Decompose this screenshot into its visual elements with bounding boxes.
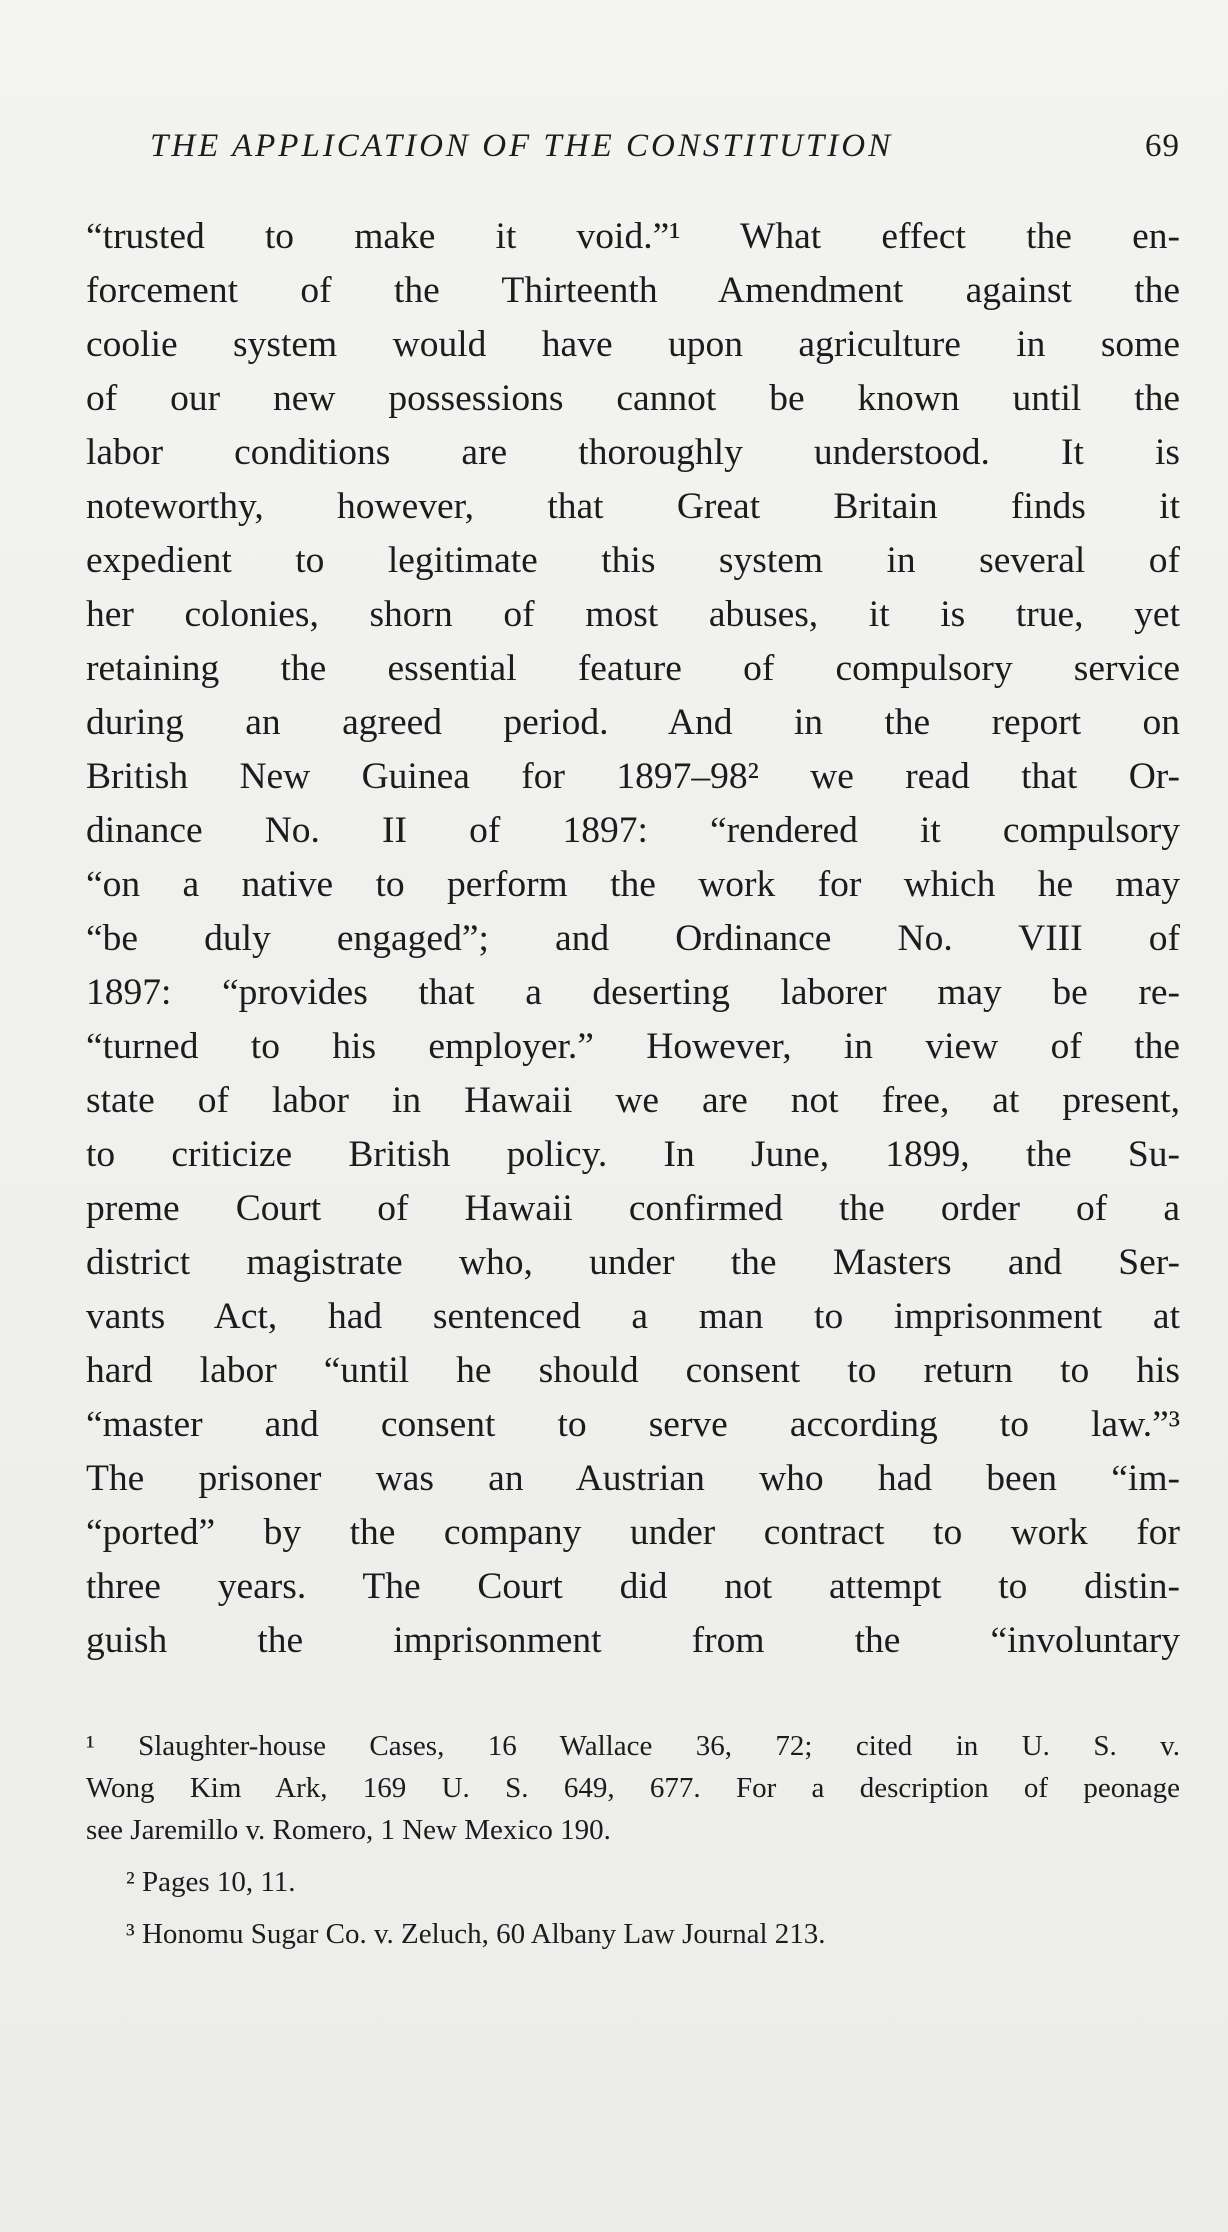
text-line: guish the imprisonment from the “involuntary xyxy=(86,1620,1180,1661)
running-head-title: THE APPLICATION OF THE CONSTITUTION xyxy=(150,128,894,164)
text-line: British New Guinea for 1897–98² we read that Or- xyxy=(86,756,1180,797)
text-line: her colonies, shorn of most abuses, it is true, yet xyxy=(86,594,1180,635)
text-line: during an agreed period. And in the report on xyxy=(86,702,1180,743)
text-line: state of labor in Hawaii we are not free, at present, xyxy=(86,1080,1180,1121)
text-line: “master and consent to serve according to law.”³ xyxy=(86,1404,1180,1445)
body-text xyxy=(86,210,1180,1668)
text-line: “on a native to perform the work for which he may xyxy=(86,864,1180,905)
footnote-3 xyxy=(86,1913,1180,1955)
footnote-1 xyxy=(86,1725,1180,1851)
footnote-2 xyxy=(86,1861,1180,1903)
text-line: 1897: “provides that a deserting laborer may be re- xyxy=(86,972,1180,1013)
text-line: dinance No. II of 1897: “rendered it compulsory xyxy=(86,810,1180,851)
text-line: of our new possessions cannot be known until the xyxy=(86,378,1180,419)
footnote-line: Wong Kim Ark, 169 U. S. 649, 677. For a description of peonage xyxy=(86,1772,1180,1804)
page-number: 69 xyxy=(1145,128,1180,164)
text-line: expedient to legitimate this system in several of xyxy=(86,540,1180,581)
footnote-line: ³ Honomu Sugar Co. v. Zeluch, 60 Albany Law Journal 213. xyxy=(126,1918,826,1950)
text-line: labor conditions are thoroughly understood. It is xyxy=(86,432,1180,473)
text-line: retaining the essential feature of compulsory service xyxy=(86,648,1180,689)
text-line: forcement of the Thirteenth Amendment against the xyxy=(86,270,1180,311)
text-line: “trusted to make it void.”¹ What effect the en- xyxy=(86,216,1180,257)
text-line: “ported” by the company under contract to work for xyxy=(86,1512,1180,1553)
text-line: hard labor “until he should consent to return to his xyxy=(86,1350,1180,1391)
footnote-line: ² Pages 10, 11. xyxy=(126,1866,296,1898)
running-head xyxy=(150,120,1180,180)
text-line: “turned to his employer.” However, in view of the xyxy=(86,1026,1180,1067)
text-line: district magistrate who, under the Masters and Ser- xyxy=(86,1242,1180,1283)
text-line: coolie system would have upon agriculture in some xyxy=(86,324,1180,365)
text-line: three years. The Court did not attempt to distin- xyxy=(86,1566,1180,1607)
footnote-line: ¹ Slaughter-house Cases, 16 Wallace 36, 72; cited in U. S. v. xyxy=(86,1730,1180,1762)
text-line: noteworthy, however, that Great Britain finds it xyxy=(86,486,1180,527)
text-line: The prisoner was an Austrian who had been “im- xyxy=(86,1458,1180,1499)
text-line: to criticize British policy. In June, 1899, the Su- xyxy=(86,1134,1180,1175)
text-line: vants Act, had sentenced a man to imprisonment at xyxy=(86,1296,1180,1337)
text-line: “be duly engaged”; and Ordinance No. VIII of xyxy=(86,918,1180,959)
footnotes xyxy=(86,1725,1180,1955)
text-line: preme Court of Hawaii confirmed the order of a xyxy=(86,1188,1180,1229)
footnote-line: see Jaremillo v. Romero, 1 New Mexico 190. xyxy=(86,1814,611,1846)
